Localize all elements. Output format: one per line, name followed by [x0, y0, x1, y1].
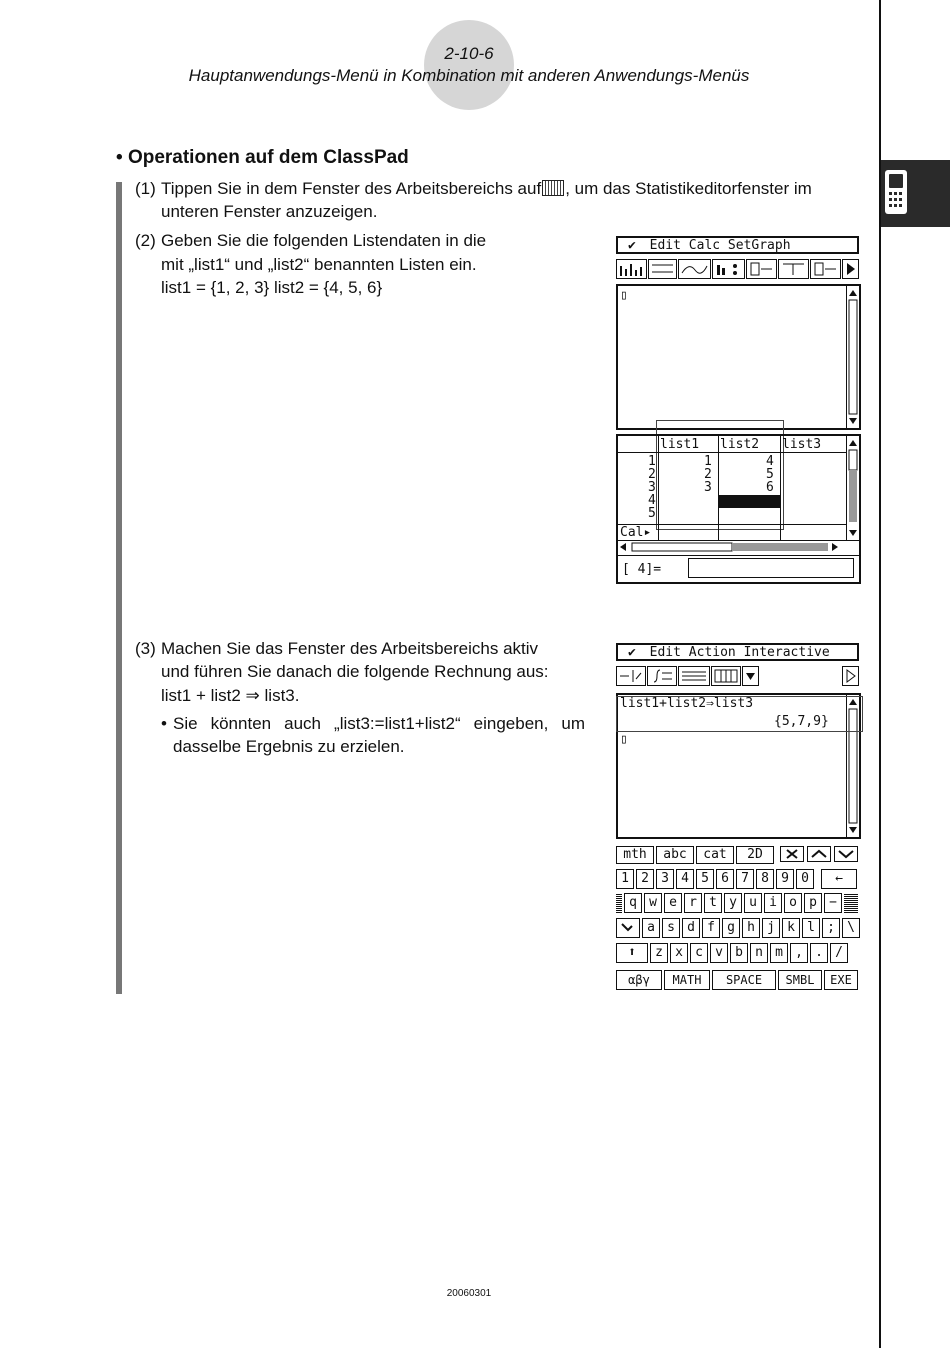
cell-entry-field[interactable] — [688, 558, 854, 578]
footer-code: 20060301 — [446, 1288, 492, 1299]
kb-key[interactable]: a — [642, 918, 660, 938]
row-label-4: 4 — [648, 493, 656, 508]
integral-icon[interactable] — [647, 666, 677, 686]
kb-key[interactable]: b — [730, 943, 748, 963]
tip-line-1: Sie könnten auch „list3:=list1+list2“ eingeben, um — [173, 714, 585, 733]
kb-symbol-key[interactable]: SMBL — [778, 970, 822, 990]
screen-1-menu[interactable]: Edit Calc SetGraph — [649, 238, 791, 253]
kb-key[interactable]: u — [744, 893, 762, 913]
step-3-line-2: und führen Sie danach die folgende Rechnung aus: — [161, 662, 549, 681]
kb-math-key[interactable]: MATH — [664, 970, 710, 990]
kb-alpha-key[interactable]: αβγ — [616, 970, 662, 990]
kb-key[interactable]: 7 — [736, 869, 754, 889]
step-3-line-1: Machen Sie das Fenster des Arbeitsbereichs aktiv — [161, 639, 539, 658]
chapter-tab — [881, 160, 950, 227]
row-label-2: 2 — [648, 467, 656, 482]
stat-editor-v-scrollbar[interactable] — [846, 436, 859, 540]
kb-key[interactable]: 6 — [716, 869, 734, 889]
filter-icon[interactable] — [778, 259, 809, 279]
tip-line-2: dasselbe Ergebnis zu erzielen. — [173, 737, 405, 756]
list1-cell[interactable]: 2 — [704, 467, 712, 482]
graph-icon[interactable] — [616, 259, 647, 279]
kb-key[interactable]: v — [710, 943, 728, 963]
section-title-text: Operationen auf dem ClassPad — [127, 147, 409, 168]
kb-down-icon[interactable] — [834, 846, 858, 862]
kb-space-key[interactable]: SPACE — [712, 970, 776, 990]
step-1-number: (1) — [135, 179, 156, 198]
kb-tab-mth[interactable]: mth — [616, 846, 654, 864]
kb-backspace-key[interactable]: ← — [821, 869, 857, 889]
kb-key[interactable]: \ — [842, 918, 860, 938]
kb-key[interactable]: o — [784, 893, 802, 913]
kb-key[interactable]: 4 — [676, 869, 694, 889]
kb-key[interactable]: p — [804, 893, 822, 913]
screen-1-cursor: ▯ — [620, 288, 628, 303]
cal-label[interactable]: Cal▸ — [620, 525, 652, 540]
output-result: {5,7,9} — [774, 714, 829, 729]
kb-tab-abc[interactable]: abc — [656, 846, 694, 864]
chapter-title: Hauptanwendungs-Menü in Kombination mit anderen Anwendungs-Menüs — [188, 66, 750, 85]
kb-tab-cat[interactable]: cat — [696, 846, 734, 864]
list2-cell[interactable]: 5 — [766, 467, 774, 482]
kb-key[interactable]: c — [690, 943, 708, 963]
kb-key[interactable]: j — [762, 918, 780, 938]
row-label-1: 1 — [648, 454, 656, 469]
screen-2-toolbar — [616, 666, 861, 688]
tip-bullet: • — [161, 714, 167, 733]
result-highlight-frame — [616, 696, 863, 732]
screen-1-toolbar — [616, 259, 861, 281]
kb-key[interactable]: n — [750, 943, 768, 963]
step-1-text-a: Tippen Sie in dem Fenster des Arbeitsbereichs auf — [161, 179, 542, 198]
graph-window-icon[interactable] — [678, 259, 711, 279]
step-2-line-2: mit „list1“ und „list2“ benannten Listen ein. — [161, 255, 477, 274]
step-2-line-3: list1 = {1, 2, 3} list2 = {4, 5, 6} — [161, 278, 383, 297]
screen-2 — [616, 643, 864, 993]
kb-key[interactable]: 0 — [796, 869, 814, 889]
kb-key[interactable]: s — [662, 918, 680, 938]
step-3-number: (3) — [135, 639, 156, 658]
header-circle — [424, 20, 514, 110]
matrix-icon[interactable] — [678, 666, 710, 686]
kb-exe-key[interactable]: EXE — [824, 970, 858, 990]
kb-up-icon[interactable] — [807, 846, 831, 862]
kb-key[interactable]: f — [702, 918, 720, 938]
kb-row2-right-edge — [844, 893, 858, 913]
kb-key[interactable]: / — [830, 943, 848, 963]
section-title — [116, 147, 409, 169]
kb-key[interactable]: i — [764, 893, 782, 913]
kb-key[interactable]: d — [682, 918, 700, 938]
col-header-list1[interactable]: list1 — [660, 437, 700, 452]
graph-editor-icon[interactable] — [648, 259, 677, 279]
toolbar-next-icon[interactable] — [842, 259, 859, 279]
kb-key[interactable]: , — [790, 943, 808, 963]
kb-key[interactable]: h — [742, 918, 760, 938]
stat-editor-icon — [542, 180, 564, 196]
calc-row — [618, 524, 846, 541]
cell-reference: [ 4]= — [622, 562, 662, 577]
calculator-icon — [881, 160, 950, 227]
insert-icon[interactable] — [810, 259, 841, 279]
kb-key[interactable]: x — [670, 943, 688, 963]
sort-icon[interactable] — [746, 259, 777, 279]
screen-1 — [616, 236, 861, 586]
kb-key[interactable]: e — [664, 893, 682, 913]
col-header-list3[interactable]: list3 — [782, 437, 822, 452]
kb-key[interactable]: k — [782, 918, 800, 938]
screen-1-main-scrollbar[interactable] — [846, 286, 859, 428]
stat-wizard-icon[interactable] — [712, 259, 745, 279]
section-bar — [116, 182, 122, 994]
kb-key[interactable]: q — [624, 893, 642, 913]
stat-editor-window[interactable] — [616, 434, 861, 584]
kb-key[interactable]: 5 — [696, 869, 714, 889]
fraction-toggle-icon[interactable] — [616, 666, 646, 686]
step-1-text-b: , um das Statistikeditorfenster im — [565, 179, 812, 198]
screen-2-menu[interactable]: Edit Action Interactive — [649, 645, 830, 660]
toolbar-next-icon[interactable] — [842, 666, 859, 686]
kb-key[interactable]: t — [704, 893, 722, 913]
list2-cell[interactable]: 6 — [766, 480, 774, 495]
kb-key[interactable]: m — [770, 943, 788, 963]
kb-key[interactable]: 9 — [776, 869, 794, 889]
kb-key[interactable]: 8 — [756, 869, 774, 889]
kb-key[interactable]: . — [810, 943, 828, 963]
row-label-3: 3 — [648, 480, 656, 495]
kb-key[interactable]: ; — [822, 918, 840, 938]
stat-editor-icon[interactable] — [711, 666, 741, 686]
screen-2-cursor: ▯ — [620, 732, 628, 747]
kb-shift-key[interactable]: ⬆ — [616, 943, 648, 963]
kb-close-icon[interactable] — [780, 846, 804, 862]
kb-key[interactable]: l — [802, 918, 820, 938]
step-2-number: (2) — [135, 231, 156, 250]
kb-var-key-icon[interactable] — [616, 918, 640, 938]
step-2-line-1: Geben Sie die folgenden Listendaten in die — [161, 231, 487, 250]
kb-tab-2d[interactable]: 2D — [736, 846, 774, 864]
screen-1-main-window[interactable] — [616, 284, 861, 430]
col-header-list2[interactable]: list2 — [720, 437, 760, 452]
list1-cell[interactable]: 3 — [704, 480, 712, 495]
menu-logo-icon[interactable]: ✔ — [628, 645, 636, 660]
kb-key[interactable]: 1 — [616, 869, 634, 889]
step-1-line-2: unteren Fenster anzuzeigen. — [161, 202, 378, 221]
kb-key[interactable]: w — [644, 893, 662, 913]
section-bullet: • — [116, 147, 123, 168]
input-expression[interactable]: list1+list2⇒list3 — [620, 696, 754, 711]
kb-key[interactable]: g — [722, 918, 740, 938]
kb-key[interactable]: 2 — [636, 869, 654, 889]
kb-key[interactable]: − — [824, 893, 842, 913]
list2-cell[interactable]: 4 — [766, 454, 774, 469]
kb-key[interactable]: r — [684, 893, 702, 913]
kb-key[interactable]: y — [724, 893, 742, 913]
row-label-5: 5 — [648, 506, 656, 521]
kb-key[interactable]: z — [650, 943, 668, 963]
screen-2-menubar — [616, 643, 859, 661]
list1-cell[interactable]: 1 — [704, 454, 712, 469]
kb-row2-left-edge — [616, 893, 622, 913]
kb-key[interactable]: 3 — [656, 869, 674, 889]
stat-editor-h-scrollbar[interactable] — [618, 540, 859, 556]
step-3-line-3: list1 + list2 ⇒ list3. — [161, 686, 300, 705]
page-number: 2-10-6 — [444, 44, 494, 63]
dropdown-icon[interactable] — [742, 666, 759, 686]
screen-1-menubar — [616, 236, 859, 254]
selected-cell[interactable] — [719, 495, 780, 508]
step-1-line-1 — [161, 177, 871, 201]
menu-logo-icon[interactable]: ✔ — [628, 238, 636, 253]
